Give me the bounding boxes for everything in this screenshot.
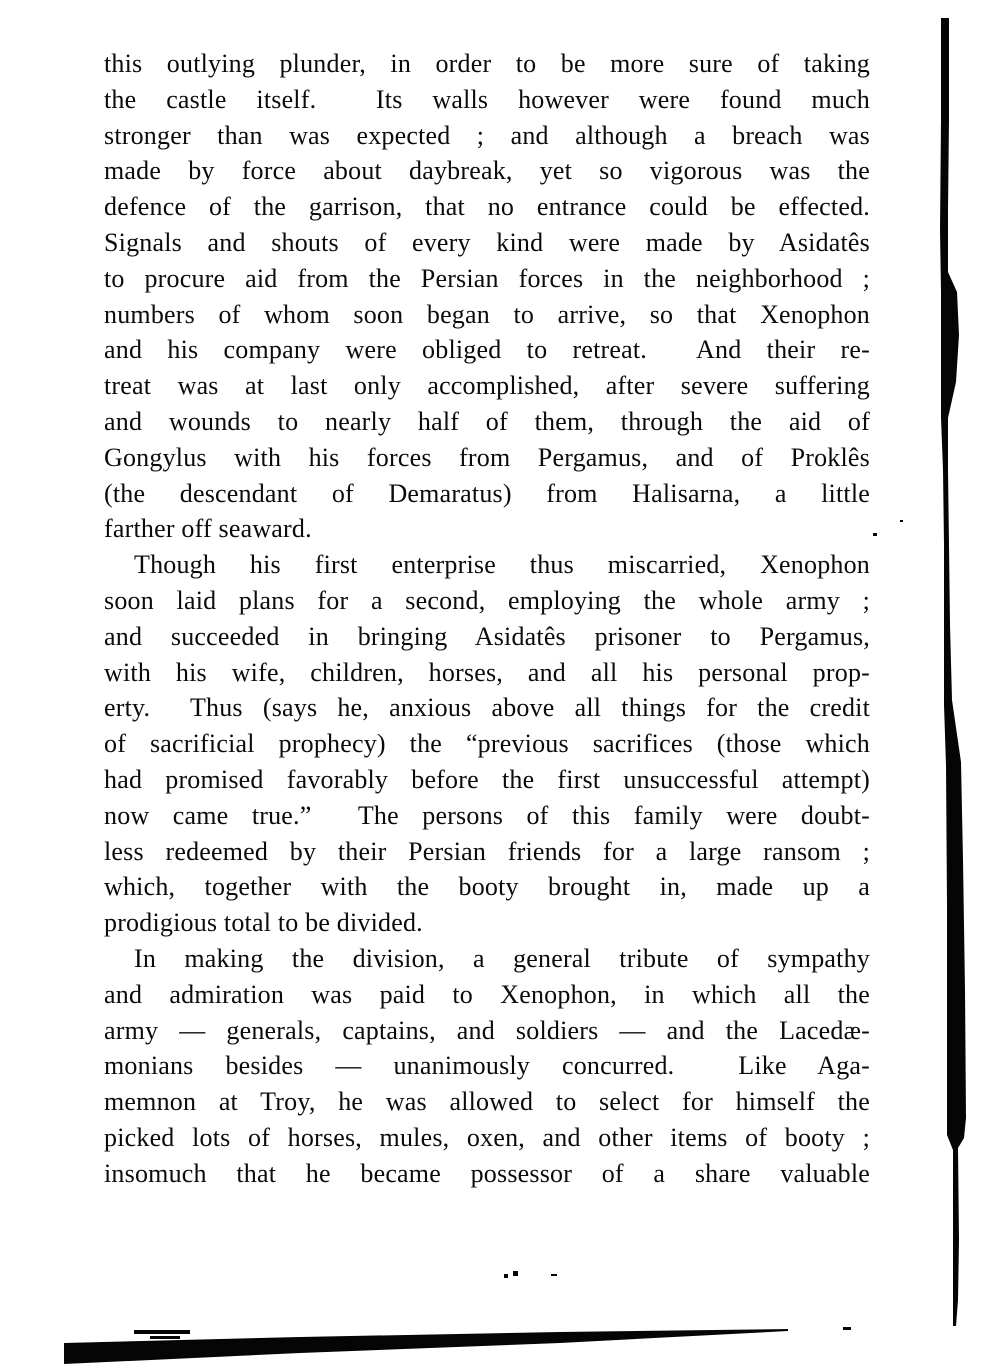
text-line: prodigious total to be divided.: [104, 908, 423, 938]
text-line: army — generals, captains, and soldiers — and the Lacedæ-: [104, 1015, 870, 1045]
scan-bottom-artifact: [64, 1329, 788, 1364]
text-line: less redeemed by their Persian friends for a large ransom ;: [104, 836, 870, 866]
text-line: to procure aid from the Persian forces in the neighborhood ;: [104, 263, 870, 293]
text-line: erty. Thus (says he, anxious above all things for the credit: [104, 693, 870, 723]
ink-speck: [513, 1271, 518, 1276]
text-line: monians besides — unanimously concurred. Like Aga-: [104, 1051, 870, 1081]
text-line: the castle itself. Its walls however were found much: [104, 84, 870, 114]
text-line: Signals and shouts of every kind were made by Asidatês: [104, 227, 870, 257]
text-line: and his company were obliged to retreat. And their re-: [104, 335, 870, 365]
scan-dash-mark: [843, 1327, 851, 1330]
scan-gutter-shadow: [940, 18, 966, 1326]
scan-dash-mark: [134, 1330, 190, 1334]
page-text-block: [104, 46, 870, 1192]
text-line: treat was at last only accomplished, after severe suffering: [104, 371, 870, 401]
text-line: soon laid plans for a second, employing the whole army ;: [104, 585, 870, 615]
text-line: In making the division, a general tribute of sympathy: [134, 943, 870, 973]
text-line: of sacrificial prophecy) the “previous sacrifices (those which: [104, 729, 870, 759]
text-line: numbers of whom soon began to arrive, so that Xenophon: [104, 299, 870, 329]
text-line: and succeeded in bringing Asidatês prisoner to Pergamus,: [104, 621, 870, 651]
scan-dash-mark: [150, 1336, 180, 1339]
text-line: with his wife, children, horses, and all his personal prop-: [104, 657, 870, 687]
ink-speck: [873, 533, 877, 536]
text-line: picked lots of horses, mules, oxen, and other items of booty ;: [104, 1122, 870, 1152]
text-line: and wounds to nearly half of them, through the aid of: [104, 406, 870, 436]
text-line: and admiration was paid to Xenophon, in which all the: [104, 979, 870, 1009]
text-line: now came true.” The persons of this family were doubt-: [104, 800, 870, 830]
ink-speck: [900, 520, 903, 522]
text-line: Though his first enterprise thus miscarried, Xenophon: [134, 550, 870, 580]
text-line: had promised favorably before the first unsuccessful attempt): [104, 764, 870, 794]
ink-speck: [551, 1274, 557, 1276]
text-line: stronger than was expected ; and although a breach was: [104, 120, 870, 150]
text-line: farther off seaward.: [104, 514, 312, 544]
text-line: memnon at Troy, he was allowed to select for himself the: [104, 1087, 870, 1117]
text-line: insomuch that he became possessor of a share valuable: [104, 1158, 870, 1188]
text-line: defence of the garrison, that no entrance could be effected.: [104, 192, 870, 222]
text-line: Gongylus with his forces from Pergamus, and of Proklês: [104, 442, 870, 472]
text-line: this outlying plunder, in order to be more sure of taking: [104, 49, 870, 78]
text-line: made by force about daybreak, yet so vigorous was the: [104, 156, 870, 186]
text-line: (the descendant of Demaratus) from Halisarna, a little: [104, 478, 870, 508]
text-line: which, together with the booty brought in, made up a: [104, 872, 870, 902]
ink-speck: [504, 1274, 508, 1278]
